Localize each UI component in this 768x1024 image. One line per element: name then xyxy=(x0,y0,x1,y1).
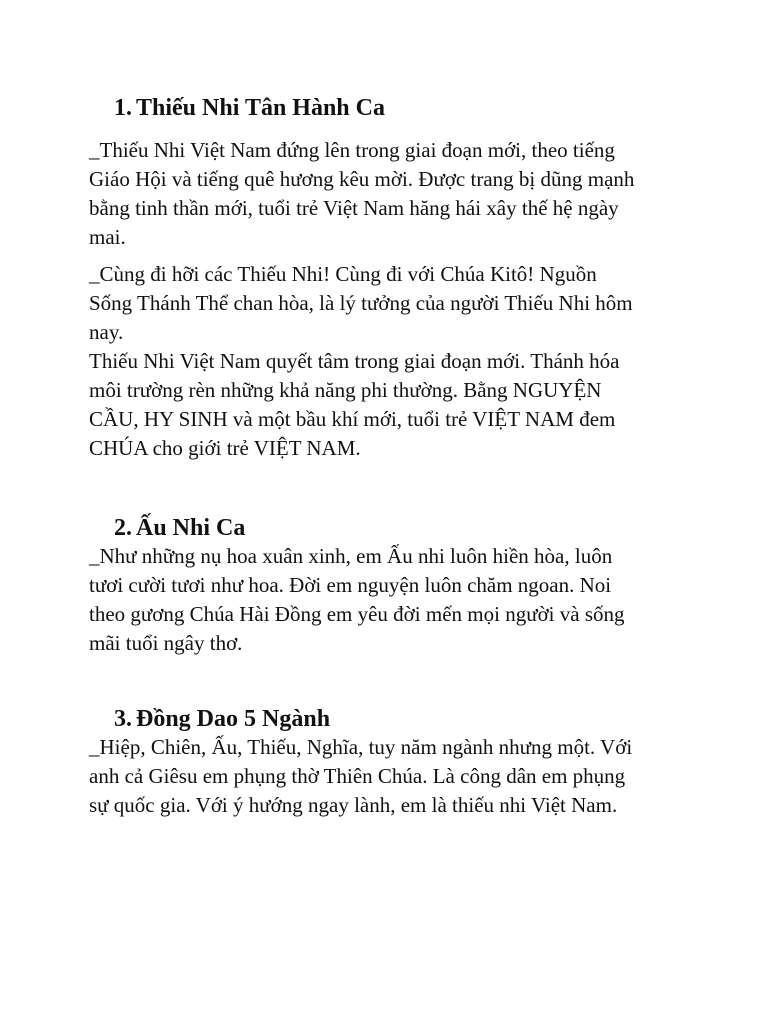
text-line: _Thiếu Nhi Việt Nam đứng lên trong giai đoạn mới, theo tiếng xyxy=(89,138,615,162)
text-line: tươi cười tươi như hoa. Đời em nguyện luôn chăm ngoan. Noi xyxy=(89,573,612,597)
section-heading-2 xyxy=(114,513,245,543)
section-heading-3 xyxy=(114,704,330,734)
text-line: Giáo Hội và tiếng quê hương kêu mời. Được trang bị dũng mạnh xyxy=(89,167,635,191)
text-line: CẦU, HY SINH và một bầu khí mới, tuổi trẻ VIỆT NAM đem xyxy=(89,407,616,431)
text-line: sự quốc gia. Với ý hướng ngay lành, em là thiếu nhi Việt Nam. xyxy=(89,793,618,817)
paragraph xyxy=(89,136,689,252)
paragraph xyxy=(89,542,689,658)
text-line: Sống Thánh Thể chan hòa, là lý tưởng của người Thiếu Nhi hôm xyxy=(89,291,633,315)
section-number: 1. xyxy=(114,95,132,121)
text-line: _Cùng đi hỡi các Thiếu Nhi! Cùng đi với Chúa Kitô! Nguồn xyxy=(89,262,597,286)
text-line: Thiếu Nhi Việt Nam quyết tâm trong giai đoạn mới. Thánh hóa xyxy=(89,349,620,373)
section-body-2 xyxy=(89,542,689,658)
text-line: theo gương Chúa Hài Đồng em yêu đời mến mọi người và sống xyxy=(89,602,625,626)
text-line: anh cả Giêsu em phụng thờ Thiên Chúa. Là công dân em phụng xyxy=(89,764,626,788)
text-line: CHÚA cho giới trẻ VIỆT NAM. xyxy=(89,436,361,460)
section-title: Đồng Dao 5 Ngành xyxy=(136,706,331,732)
text-line: mai. xyxy=(89,225,126,249)
section-title: Ấu Nhi Ca xyxy=(136,515,246,541)
paragraph xyxy=(89,733,689,820)
section-body-1b xyxy=(89,260,689,463)
text-line: bằng tinh thần mới, tuổi trẻ Việt Nam hăng hái xây thế hệ ngày xyxy=(89,196,619,220)
section-title: Thiếu Nhi Tân Hành Ca xyxy=(136,95,385,121)
section-body-3 xyxy=(89,733,689,820)
text-line: môi trường rèn những khả năng phi thường. Bằng NGUYỆN xyxy=(89,378,602,402)
section-heading-1 xyxy=(114,93,385,123)
paragraph xyxy=(89,260,689,463)
section-number: 2. xyxy=(114,515,132,541)
section-number: 3. xyxy=(114,706,132,732)
text-line: nay. xyxy=(89,320,124,344)
text-line: _Như những nụ hoa xuân xinh, em Ấu nhi luôn hiền hòa, luôn xyxy=(89,544,613,568)
section-body-1 xyxy=(89,136,689,252)
text-line: _Hiệp, Chiên, Ấu, Thiếu, Nghĩa, tuy năm ngành nhưng một. Với xyxy=(89,735,633,759)
text-line: mãi tuổi ngây thơ. xyxy=(89,631,243,655)
